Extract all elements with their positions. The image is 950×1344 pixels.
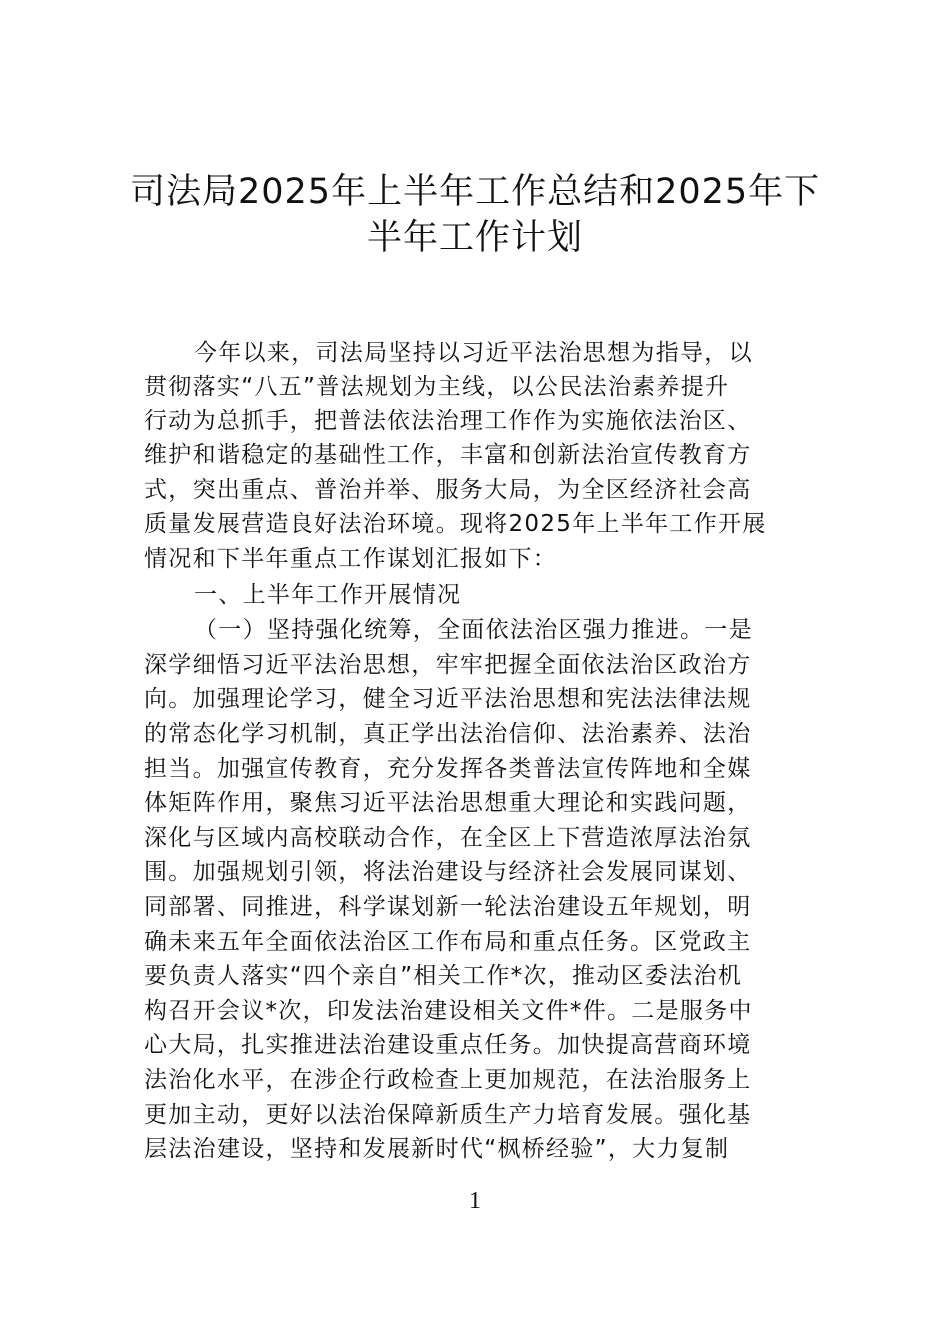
body-line-12: 的常态化学习机制，真正学出法治信仰、法治素养、法治 bbox=[144, 721, 752, 747]
body-line-21: 心大局，扎实推进法治建设重点任务。加快提高营商环境 bbox=[144, 1032, 752, 1058]
body-line-4: 维护和谐稳定的基础性工作，丰富和创新法治宣传教育方 bbox=[144, 442, 752, 468]
body-line-1: 今年以来，司法局坚持以习近平法治思想为指导，以 bbox=[194, 340, 753, 366]
body-line-16: 围。加强规划引领，将法治建设与经济社会发展同谋划、 bbox=[144, 859, 752, 885]
body-line-17: 同部署、同推进，科学谋划新一轮法治建设五年规划，明 bbox=[144, 894, 752, 920]
body-line-18: 确未来五年全面依法治区工作布局和重点任务。区党政主 bbox=[144, 929, 752, 955]
page-number: 1 bbox=[469, 1188, 481, 1214]
body-line-14: 体矩阵作用，聚焦习近平法治思想重大理论和实践问题， bbox=[144, 790, 752, 816]
body-line-11: 向。加强理论学习，健全习近平法治思想和宪法法律法规 bbox=[144, 686, 752, 712]
body-line-13: 担当。加强宣传教育，充分发挥各类普法宣传阵地和全媒 bbox=[144, 756, 752, 782]
section-heading-1: 一、上半年工作开展情况 bbox=[194, 582, 462, 608]
document-title-line-2: 半年工作计划 bbox=[366, 218, 583, 258]
body-line-5: 式，突出重点、普治并举、服务大局，为全区经济社会高 bbox=[144, 477, 752, 503]
body-line-7: 情况和下半年重点工作谋划汇报如下： bbox=[144, 546, 558, 572]
body-line-2: 贯彻落实“八五”普法规划为主线，以公民法治素养提升 bbox=[144, 374, 730, 400]
body-line-22: 法治化水平，在涉企行政检查上更加规范，在法治服务上 bbox=[144, 1067, 752, 1093]
body-line-20: 构召开会议*次，印发法治建设相关文件*件。二是服务中 bbox=[144, 998, 753, 1024]
body-line-10: 深学细悟习近平法治思想，牢牢把握全面依法治区政治方 bbox=[144, 652, 752, 678]
body-line-3: 行动为总抓手，把普法依法治理工作作为实施依法治区、 bbox=[144, 408, 752, 434]
document-title-line-1: 司法局2025年上半年工作总结和2025年下 bbox=[130, 172, 821, 212]
body-line-24: 层法治建设，坚持和发展新时代“枫桥经验”，大力复制 bbox=[144, 1136, 730, 1162]
body-line-6: 质量发展营造良好法治环境。现将2025年上半年工作开展 bbox=[144, 511, 767, 537]
body-line-9: （一）坚持强化统筹，全面依法治区强力推进。一是 bbox=[194, 617, 753, 643]
body-line-23: 更加主动，更好以法治保障新质生产力培育发展。强化基 bbox=[144, 1102, 752, 1128]
body-line-15: 深化与区域内高校联动合作，在全区上下营造浓厚法治氛 bbox=[144, 825, 752, 851]
body-line-19: 要负责人落实“四个亲自”相关工作*次，推动区委法治机 bbox=[144, 963, 743, 989]
